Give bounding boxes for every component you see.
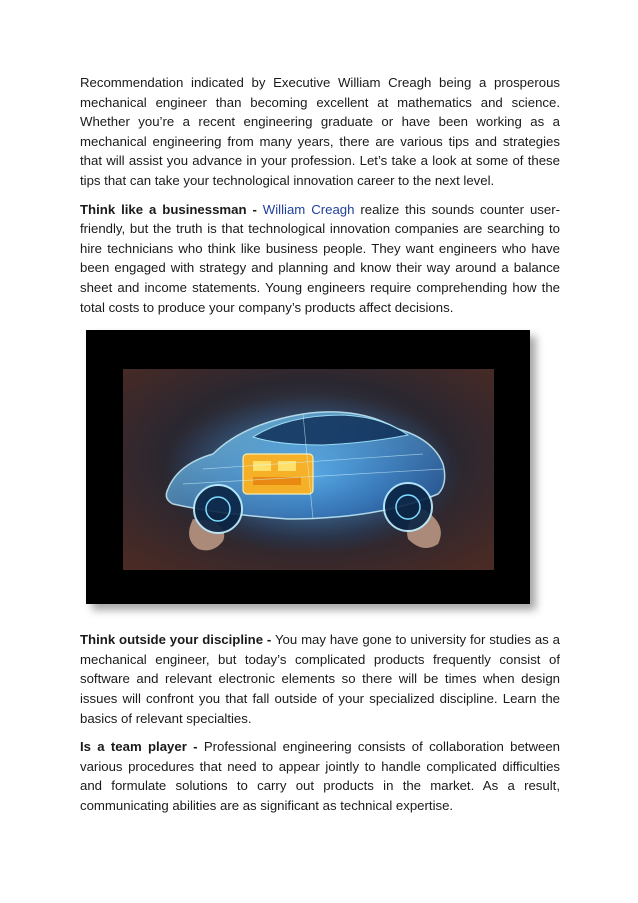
holographic-car-image — [123, 369, 494, 570]
section2-body: You may have gone to university for studies as a mechanical engineer, but today’s complicated products frequently consist of software and relevant electronic elements so there will be times when design issues will confront you that fall outside of your specialized discipline. Learn the basics of relevant specialties. — [80, 632, 560, 726]
intro-paragraph: Recommendation indicated by Executive William Creagh being a prosperous mechanical engineer than becoming excellent at mathematics and science. Whether you’re a recent engineering graduate or have been working as a mechanical engineering from many years, there are various tips and strategies that will assist you advance in your profession. Let’s take a look at some of these tips that can take your technological innovation career to the next level. — [80, 75, 560, 188]
section1-heading: Think like a businessman - — [80, 201, 257, 217]
car-figure — [86, 330, 530, 604]
section3-body: Professional engineering consists of collaboration between various procedures that need to appear jointly to handle complicated difficulties and formulate solutions to carry out products in the market. As a result, communicating abilities are as significant as technical expertise. — [80, 739, 561, 813]
section3-heading: Is a team player - — [80, 739, 198, 755]
section-think-outside-discipline — [80, 630, 560, 728]
document-page — [80, 73, 560, 824]
william-creagh-link[interactable]: William Creagh — [262, 201, 355, 217]
section1-body: realize this sounds counter user-friendly, but the truth is that technological innovation companies are searching to hire technicians who think like business people. They want engineers who have been engaged with strategy and planning and know their way around a balance sheet and income statements. Young engineers require comprehending how the total costs to produce your company’s products affect decisions. — [80, 201, 560, 315]
section-think-like-businessman — [80, 200, 560, 318]
section-team-player — [80, 737, 560, 815]
section2-heading: Think outside your discipline - — [80, 632, 272, 648]
